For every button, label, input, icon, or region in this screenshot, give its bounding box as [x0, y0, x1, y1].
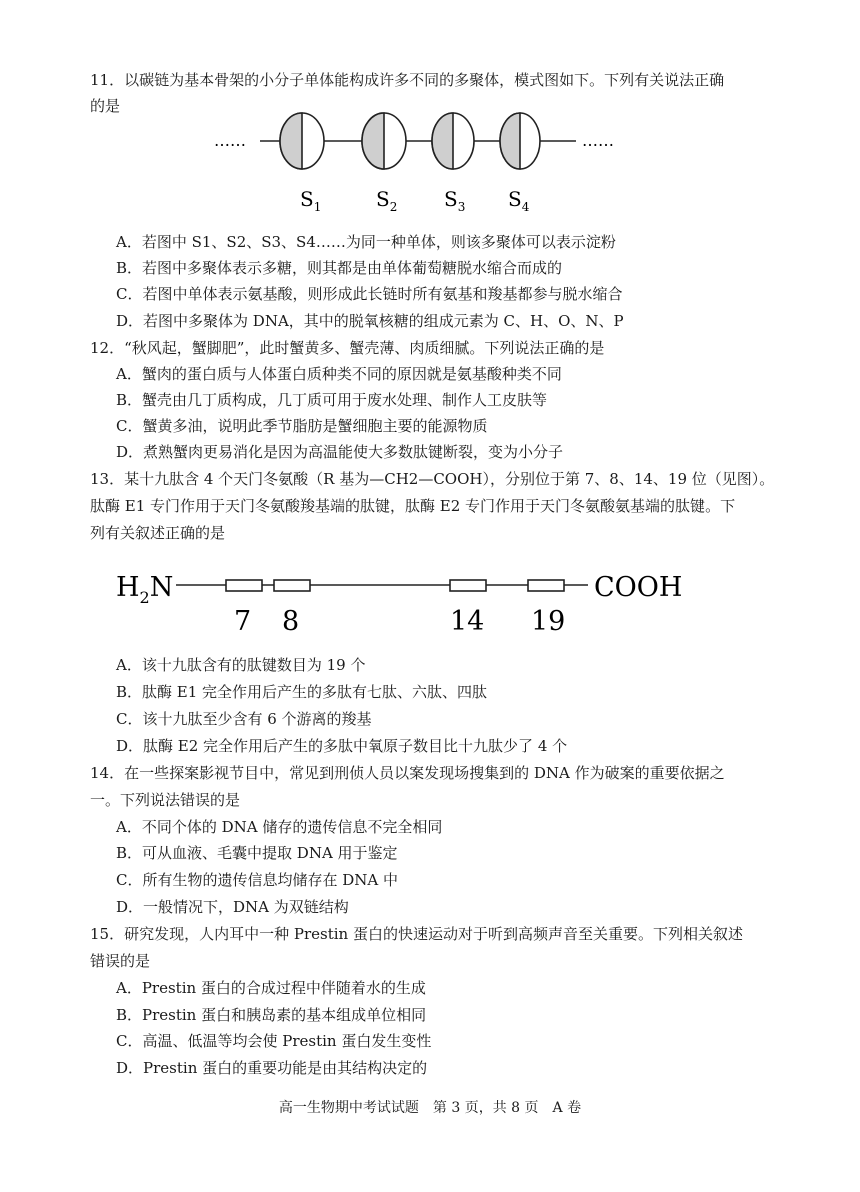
q14-stem-line1: 14．在一些探案影视节目中，常见到刑侦人员以案发现场搜集到的 DNA 作为破案的重要依据之 [90, 764, 725, 782]
q15-option-a: A．Prestin 蛋白的合成过程中伴随着水的生成 [116, 979, 426, 997]
q11-option-c: C．若图中单体表示氨基酸，则形成此长链时所有氨基和羧基都参与脱水缩合 [116, 285, 623, 303]
label-s2: $S_2$ [376, 187, 398, 214]
q13-option-c: C．该十九肽至少含有 6 个游离的羧基 [116, 710, 372, 728]
label-s4: $S_4$ [508, 187, 530, 214]
c-terminus: COOH [594, 572, 683, 603]
q13-option-a: A．该十九肽含有的肽键数目为 19 个 [116, 656, 366, 674]
position-label-19: 19 [531, 606, 566, 637]
monomer-s1 [280, 113, 324, 169]
q11-stem-line2: 的是 [90, 97, 121, 115]
label-s3: $S_3$ [444, 187, 466, 214]
monomer-s4 [500, 113, 540, 169]
q12-option-d: D．煮熟蟹肉更易消化是因为高温能使大多数肽键断裂，变为小分子 [116, 443, 564, 461]
q13-option-b: B．肽酶 E1 完全作用后产生的多肽有七肽、六肽、四肽 [116, 683, 488, 701]
residue-box-19 [528, 580, 564, 591]
position-label-8: 8 [282, 606, 300, 637]
monomer-s3 [432, 113, 474, 169]
q15-stem-line2: 错误的是 [90, 952, 151, 970]
q13-stem-line2: 肽酶 E1 专门作用于天门冬氨酸羧基端的肽键，肽酶 E2 专门作用于天门冬氨酸氨基端的肽键。下 [90, 497, 736, 515]
q14-stem-line2: 一。下列说法错误的是 [90, 791, 241, 809]
monomer-s2 [362, 113, 406, 169]
q12-option-b: B．蟹壳由几丁质构成，几丁质可用于废水处理、制作人工皮肤等 [116, 391, 548, 409]
residue-box-14 [450, 580, 486, 591]
n-terminus: $H_2N$ [116, 572, 174, 607]
q14-option-d: D．一般情况下，DNA 为双链结构 [116, 898, 349, 916]
q11-option-d: D．若图中多聚体为 DNA，其中的脱氧核糖的组成元素为 C、H、O、N、P [116, 312, 624, 330]
residue-box-8 [274, 580, 310, 591]
q15-option-c: C．高温、低温等均会使 Prestin 蛋白发生变性 [116, 1032, 432, 1050]
q12-stem-line1: 12．“秋风起，蟹脚肥”，此时蟹黄多、蟹壳薄、肉质细腻。下列说法正确的是 [90, 339, 605, 357]
right-ellipsis: …… [582, 131, 614, 150]
q15-stem-line1: 15．研究发现，人内耳中一种 Prestin 蛋白的快速运动对于听到高频声音至关重要。下列相关叙述 [90, 925, 743, 943]
q13-stem-line1: 13．某十九肽含 4 个天门冬氨酸（R 基为—CH2—COOH），分别位于第 7、8、14、19 位（见图）。 [90, 470, 775, 488]
q11-stem-line1: 11．以碳链为基本骨架的小分子单体能构成许多不同的多聚体，模式图如下。下列有关说法正确 [90, 71, 725, 89]
residue-box-7 [226, 580, 262, 591]
q13-option-d: D．肽酶 E2 完全作用后产生的多肽中氧原子数目比十九肽少了 4 个 [116, 737, 568, 755]
q13-stem-line3: 列有关叙述正确的是 [90, 524, 226, 542]
q11-option-a: A．若图中 S1、S2、S3、S4……为同一种单体，则该多聚体可以表示淀粉 [116, 233, 616, 251]
q11-polymer-figure [200, 108, 640, 218]
q15-option-b: B．Prestin 蛋白和胰岛素的基本组成单位相同 [116, 1006, 427, 1024]
q11-option-b: B．若图中多聚体表示多糖，则其都是由单体葡萄糖脱水缩合而成的 [116, 259, 563, 277]
page-footer: 高一生物期中考试试题 第 3 页，共 8 页 A 卷 [278, 1100, 582, 1116]
q14-option-a: A．不同个体的 DNA 储存的遗传信息不完全相同 [116, 818, 443, 836]
left-ellipsis: …… [214, 131, 246, 150]
q15-option-d: D．Prestin 蛋白的重要功能是由其结构决定的 [116, 1059, 428, 1077]
position-label-7: 7 [234, 606, 252, 637]
q14-option-b: B．可从血液、毛囊中提取 DNA 用于鉴定 [116, 844, 398, 862]
q14-option-c: C．所有生物的遗传信息均储存在 DNA 中 [116, 871, 398, 889]
label-s1: $S_1$ [300, 187, 322, 214]
position-label-14: 14 [450, 606, 485, 637]
q12-option-c: C．蟹黄多油，说明此季节脂肪是蟹细胞主要的能源物质 [116, 417, 488, 435]
q12-option-a: A．蟹肉的蛋白质与人体蛋白质种类不同的原因就是氨基酸种类不同 [116, 365, 562, 383]
q13-peptide-figure [110, 560, 710, 642]
